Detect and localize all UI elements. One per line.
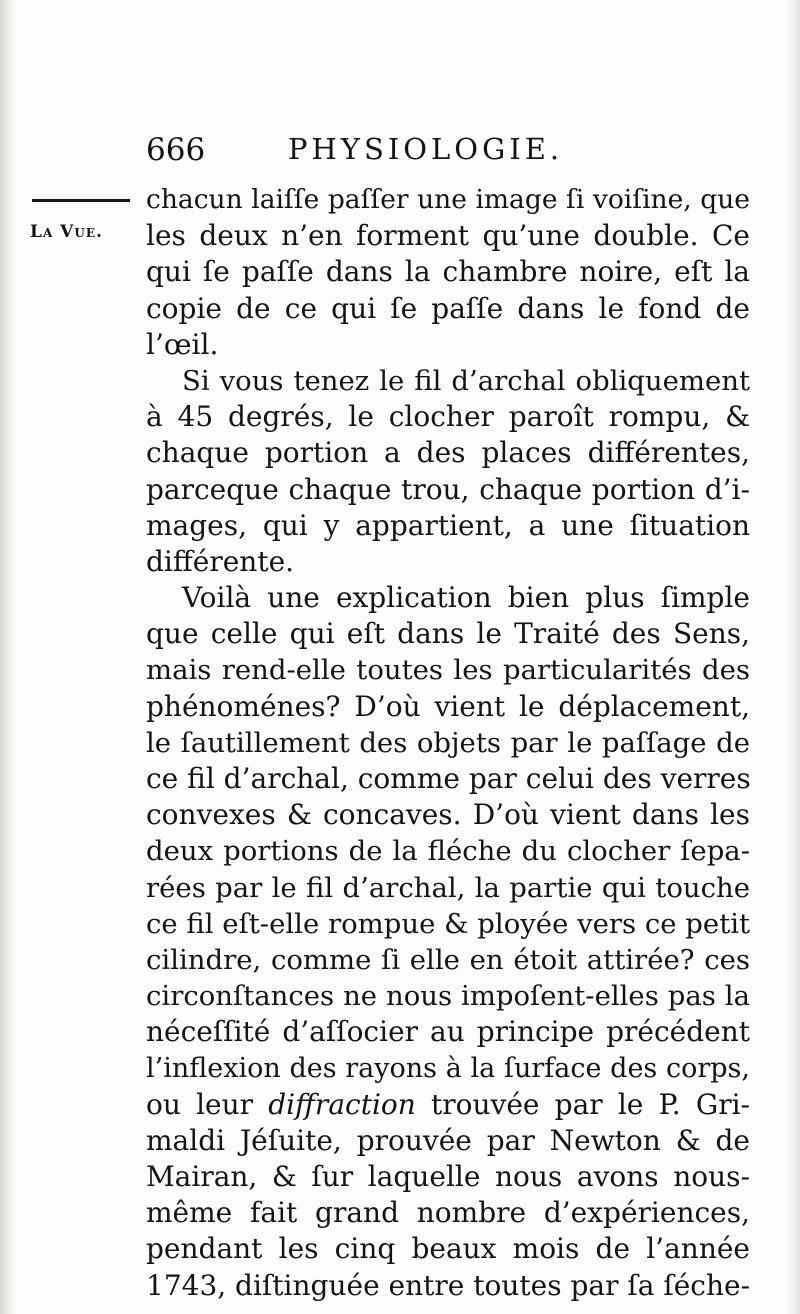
text-line: même fait grand nombre d’expériences,	[146, 1196, 750, 1230]
text-line: mages, qui y appartient, a une ſituation	[146, 508, 750, 542]
text-line: convexes & concaves. D’où vient dans les	[146, 798, 750, 832]
text-line: chaque portion a des places différentes,	[146, 436, 750, 470]
text-line: deux portions de la fléche du clocher ſepa-	[146, 835, 750, 868]
page-header	[146, 128, 606, 178]
text-line: Mairan, & ſur laquelle nous avons nous-	[146, 1160, 750, 1194]
body-text	[146, 182, 750, 1304]
text-line: l’inflexion des rayons à la ſurface des corps,	[146, 1052, 750, 1084]
text-line: cilindre, comme ſi elle en étoit attirée? ces	[146, 943, 750, 976]
text-segment: trouvée par le P. Gri-	[415, 1087, 750, 1121]
text-line: phénoménes? D’où vient le déplacement,	[146, 689, 750, 723]
text-line: néceſſité d’aſſocier au principe précédent	[146, 1015, 750, 1049]
page-edge-shadow	[786, 0, 800, 1314]
text-line: le ſautillement des objets par le paſſage de	[146, 726, 750, 759]
text-line: chacun laiſſe paſſer une image ſi voiſine, que	[146, 184, 750, 215]
text-line: 1743, diſtinguée entre toutes par ſa ſéche-	[146, 1268, 751, 1302]
margin-rule	[32, 199, 130, 202]
text-line: les deux n’en forment qu’une double. Ce	[146, 219, 750, 253]
text-line: ce fil d’archal, comme par celui des verres	[146, 762, 751, 795]
text-line: pendant les cinq beaux mois de l’année	[146, 1232, 750, 1266]
text-line: Voilà une explication bien plus ſimple	[182, 581, 750, 615]
text-line	[146, 1087, 750, 1123]
text-line: copie de ce qui ſe paſſe dans le fond de	[146, 291, 750, 325]
text-line: rées par le fil d’archal, la partie qui touche	[146, 871, 750, 904]
margin-note: La Vue.	[30, 222, 103, 242]
text-line: parceque chaque trou, chaque portion d’i-	[146, 472, 750, 506]
text-line: l’œil.	[146, 327, 219, 361]
running-head: PHYSIOLOGIE.	[288, 132, 564, 166]
text-line: circonſtances ne nous impoſent-elles pas la	[146, 980, 750, 1013]
text-line: Si vous tenez le fil d’archal obliquement	[182, 364, 750, 397]
text-segment: ou leur	[146, 1087, 269, 1121]
text-line: différente.	[146, 544, 295, 578]
text-line: maldi Jéſuite, prouvée par Newton & de	[146, 1123, 750, 1157]
page-number: 666	[146, 132, 206, 168]
text-line: que celle qui eſt dans le Traité des Sens,	[146, 617, 750, 651]
text-line: à 45 degrés, le clocher paroît rompu, &	[146, 400, 750, 434]
text-line: mais rend-elle toutes les particularités des	[146, 654, 750, 687]
italic-term: diffraction	[268, 1087, 416, 1121]
spine-shadow	[0, 0, 16, 1314]
text-line: ce fil eſt-elle rompue & ployée vers ce petit	[146, 907, 751, 940]
text-line: qui ſe paſſe dans la chambre noire, eſt la	[146, 255, 750, 289]
